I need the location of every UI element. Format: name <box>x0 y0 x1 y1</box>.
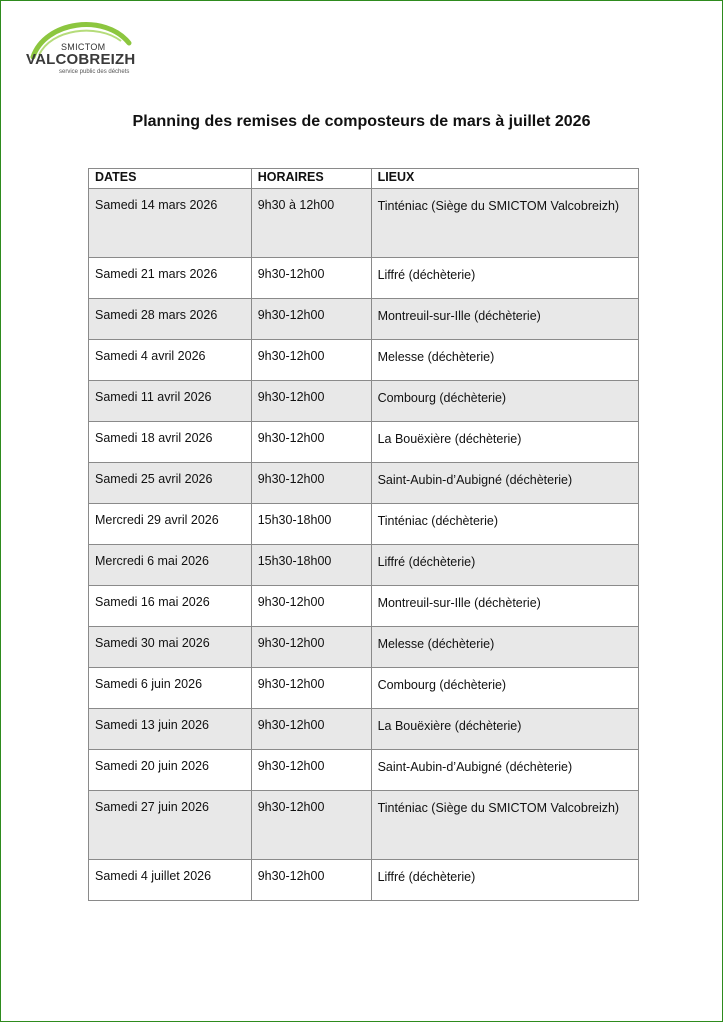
logo-tagline: service public des déchets <box>59 69 130 75</box>
cell-lieu-text: Tinténiac (Siège du SMICTOM Valcobreizh) <box>377 801 620 815</box>
cell-lieu <box>371 791 638 860</box>
cell-horaire <box>251 381 371 422</box>
cell-lieu-text: Liffré (déchèterie) <box>377 555 476 569</box>
cell-horaire <box>251 340 371 381</box>
cell-lieu-text: Saint-Aubin-d’Aubigné (déchèterie) <box>377 473 573 487</box>
table-row <box>89 791 639 860</box>
cell-lieu-text: Montreuil-sur-Ille (déchèterie) <box>377 309 541 323</box>
cell-lieu-text: Saint-Aubin-d’Aubigné (déchèterie) <box>377 760 573 774</box>
cell-horaire-text: 15h30-18h00 <box>257 513 332 527</box>
cell-horaire-text: 15h30-18h00 <box>257 554 332 568</box>
cell-horaire <box>251 189 371 258</box>
table-row <box>89 299 639 340</box>
table-row <box>89 189 639 258</box>
table-row <box>89 340 639 381</box>
page-title: Planning des remises de composteurs de mars à juillet 2026 <box>132 113 591 130</box>
cell-lieu <box>371 422 638 463</box>
cell-horaire-text: 9h30-12h00 <box>257 349 325 363</box>
cell-lieu-text: Melesse (déchèterie) <box>377 350 495 364</box>
cell-horaire-text: 9h30-12h00 <box>257 677 325 691</box>
cell-lieu-text: Liffré (déchèterie) <box>377 870 476 884</box>
cell-date <box>89 750 252 791</box>
header-horaires: HORAIRES <box>251 169 371 189</box>
cell-horaire <box>251 299 371 340</box>
cell-lieu-text: Combourg (déchèterie) <box>377 391 507 405</box>
table-row <box>89 463 639 504</box>
cell-horaire <box>251 586 371 627</box>
cell-horaire-text: 9h30 à 12h00 <box>257 198 335 212</box>
cell-date <box>89 627 252 668</box>
valcobreizh-logo <box>25 19 137 81</box>
cell-horaire <box>251 860 371 901</box>
cell-date <box>89 258 252 299</box>
cell-date-text: Samedi 6 juin 2026 <box>95 677 203 691</box>
cell-lieu-text: Tinténiac (déchèterie) <box>377 514 498 528</box>
cell-horaire-text: 9h30-12h00 <box>257 390 325 404</box>
cell-date-text: Samedi 14 mars 2026 <box>95 198 218 212</box>
cell-horaire <box>251 463 371 504</box>
cell-horaire-text: 9h30-12h00 <box>257 718 325 732</box>
cell-date <box>89 668 252 709</box>
cell-lieu <box>371 627 638 668</box>
cell-date-text: Samedi 28 mars 2026 <box>95 308 218 322</box>
cell-date-text: Samedi 16 mai 2026 <box>95 595 210 609</box>
cell-horaire-text: 9h30-12h00 <box>257 472 325 486</box>
cell-date-text: Samedi 13 juin 2026 <box>95 718 209 732</box>
cell-date <box>89 860 252 901</box>
cell-date-text: Samedi 25 avril 2026 <box>95 472 213 486</box>
table-row <box>89 709 639 750</box>
cell-horaire <box>251 791 371 860</box>
cell-date-text: Mercredi 29 avril 2026 <box>95 513 219 527</box>
cell-lieu-text: Tinténiac (Siège du SMICTOM Valcobreizh) <box>377 199 620 213</box>
logo-brand: VALCOBREIZH <box>26 51 136 68</box>
cell-date-text: Samedi 11 avril 2026 <box>95 390 212 404</box>
cell-lieu <box>371 750 638 791</box>
cell-date-text: Samedi 4 avril 2026 <box>95 349 206 363</box>
table-row <box>89 627 639 668</box>
cell-lieu-text: La Bouëxière (déchèterie) <box>377 432 522 446</box>
cell-horaire <box>251 750 371 791</box>
table-row <box>89 381 639 422</box>
cell-lieu <box>371 860 638 901</box>
cell-horaire-text: 9h30-12h00 <box>257 431 325 445</box>
cell-horaire <box>251 422 371 463</box>
cell-date-text: Samedi 20 juin 2026 <box>95 759 209 773</box>
cell-horaire-text: 9h30-12h00 <box>257 595 325 609</box>
cell-lieu <box>371 586 638 627</box>
cell-date-text: Samedi 21 mars 2026 <box>95 267 218 281</box>
header-dates: DATES <box>89 169 252 189</box>
cell-lieu <box>371 709 638 750</box>
table-row <box>89 668 639 709</box>
cell-lieu-text: Combourg (déchèterie) <box>377 678 507 692</box>
cell-date <box>89 340 252 381</box>
cell-lieu <box>371 545 638 586</box>
header-lieux: LIEUX <box>371 169 638 189</box>
cell-date <box>89 299 252 340</box>
cell-date <box>89 189 252 258</box>
cell-lieu <box>371 340 638 381</box>
table-row <box>89 258 639 299</box>
cell-lieu <box>371 258 638 299</box>
cell-horaire <box>251 627 371 668</box>
cell-date-text: Mercredi 6 mai 2026 <box>95 554 209 568</box>
cell-lieu-text: Melesse (déchèterie) <box>377 637 495 651</box>
cell-date-text: Samedi 4 juillet 2026 <box>95 869 212 883</box>
cell-horaire <box>251 545 371 586</box>
cell-date <box>89 381 252 422</box>
cell-horaire-text: 9h30-12h00 <box>257 308 325 322</box>
cell-date <box>89 504 252 545</box>
cell-horaire <box>251 504 371 545</box>
cell-horaire-text: 9h30-12h00 <box>257 800 325 814</box>
cell-horaire <box>251 668 371 709</box>
table-header-row <box>89 169 639 189</box>
cell-date <box>89 545 252 586</box>
cell-horaire-text: 9h30-12h00 <box>257 267 325 281</box>
cell-lieu <box>371 463 638 504</box>
cell-lieu-text: La Bouëxière (déchèterie) <box>377 719 522 733</box>
cell-date-text: Samedi 27 juin 2026 <box>95 800 209 814</box>
cell-horaire <box>251 258 371 299</box>
table-row <box>89 545 639 586</box>
cell-date <box>89 463 252 504</box>
cell-lieu <box>371 299 638 340</box>
cell-date-text: Samedi 18 avril 2026 <box>95 431 213 445</box>
cell-lieu-text: Montreuil-sur-Ille (déchèterie) <box>377 596 541 610</box>
cell-horaire-text: 9h30-12h00 <box>257 636 325 650</box>
cell-lieu <box>371 381 638 422</box>
cell-lieu <box>371 504 638 545</box>
cell-date <box>89 709 252 750</box>
cell-lieu <box>371 189 638 258</box>
table-row <box>89 422 639 463</box>
cell-date <box>89 791 252 860</box>
table-row <box>89 860 639 901</box>
table-row <box>89 750 639 791</box>
table-row <box>89 504 639 545</box>
cell-lieu-text: Liffré (déchèterie) <box>377 268 476 282</box>
cell-date <box>89 422 252 463</box>
cell-lieu <box>371 668 638 709</box>
cell-date <box>89 586 252 627</box>
table-row <box>89 586 639 627</box>
cell-horaire-text: 9h30-12h00 <box>257 869 325 883</box>
cell-date-text: Samedi 30 mai 2026 <box>95 636 210 650</box>
cell-horaire <box>251 709 371 750</box>
logo-org-small: SMICTOM <box>61 42 106 52</box>
cell-horaire-text: 9h30-12h00 <box>257 759 325 773</box>
schedule-table <box>88 168 639 901</box>
